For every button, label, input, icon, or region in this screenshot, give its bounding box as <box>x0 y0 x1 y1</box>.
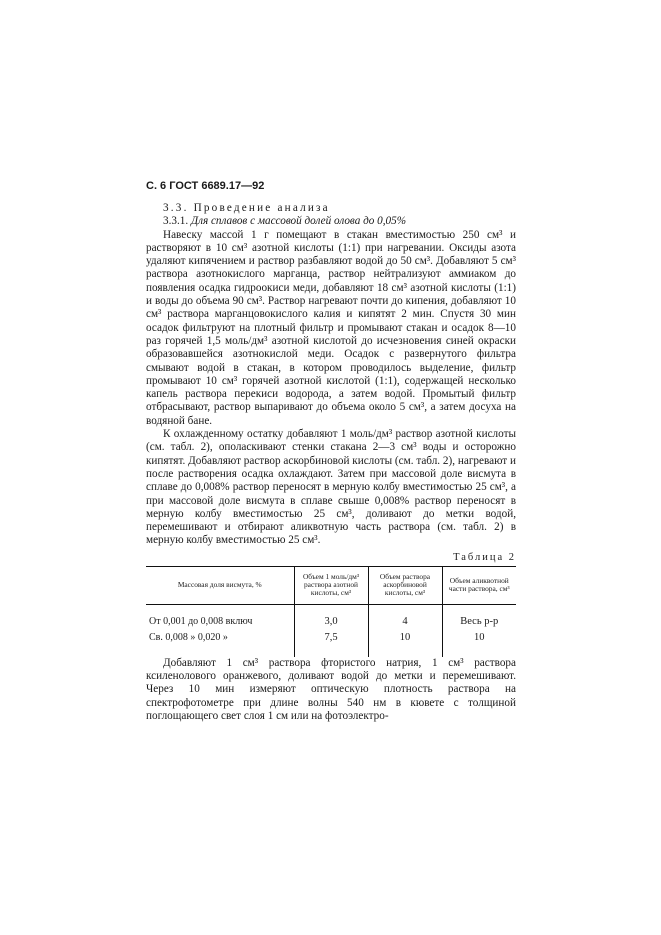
section-title: 3.3. Проведение анализа <box>163 202 330 214</box>
table-header-cell: Массовая доля висмута, % <box>146 567 294 605</box>
page-header: С. 6 ГОСТ 6689.17—92 <box>146 180 265 192</box>
paragraph-2: К охлажденному остатку добавляют 1 моль/дм³ раствор азотной кислоты (см. табл. 2), ополаскивают стенки стакана 2—3 см³ воды и осторожно кипятят. Добавляют раствор аскорбиновой кислоты (см. табл. 2), нагревают и после растворения осадка охлаждают. Затем при массовой доле висмута в сплаве до 0,008% раствор переносят в мерную колбу вместимостью 25 см³, а при массовой доле висмута в сплаве свыше 0,008% раствор переносят в мерную колбу вместимостью 25 см³, доливают до метки водой, перемешивают и отбирают аликвотную часть раствора (см. табл. 2) в мерную колбу вместимостью 25 см³. <box>146 428 516 547</box>
data-table <box>146 566 516 657</box>
table-cell: Весь р-р <box>442 604 516 630</box>
paragraph-1: Навеску массой 1 г помещают в стакан вместимостью 250 см³ и растворяют в 10 см³ азотной кислоты (1:1) при нагревании. Оксиды азота удаляют кипячением и раствор разбавляют водой до 50 см³. Добавляют 5 см³ раствора азотнокислого марганца, раствор нейтрализуют аммиаком до появления осадка гидроокиси меди, добавляют 18 см³ азотной кислоты (1:1) и воды до объема 90 см³. Раствор нагревают почти до кипения, добавляют 10 см³ раствора марганцовокислого калия и кипятят 2 мин. Спустя 30 мин осадок фильтруют на плотный фильтр и промывают стакан и осадок 8—10 раз горячей 1,5 моль/дм³ азотной кислотой до исчезновения синей окраски образовавшейся азотнокислой меди. Осадок с развернутого фильтра смывают водой в стакан, в котором проводилось выделение, фильтр промывают 10 см³ горячей азотной кислотой (1:1), содержащей несколько капель раствора перекиси водорода, а затем водой. Промытый фильтр отбрасывают, раствор выпаривают до объема около 5 см³, а затем досуха на водяной бане. <box>146 228 516 427</box>
table-cell: 10 <box>442 630 516 657</box>
paragraph-3: Добавляют 1 см³ раствора фтористого натрия, 1 см³ раствора ксиленолового оранжевого, доливают водой до метки и перемешивают. Через 10 мин измеряют оптическую плотность раствора на спектрофотометре при длине волны 540 нм в кювете с толщиной поглощающего свет слоя 1 см или на фотоэлектро- <box>146 656 516 722</box>
document-body <box>146 202 516 723</box>
table-header-cell: Объем 1 моль/дм³ раствора азотной кислоты, см³ <box>294 567 368 605</box>
table-cell: 4 <box>368 604 442 630</box>
table-header-row <box>146 567 516 605</box>
table-header-cell: Объем аликвотной части раствора, см³ <box>442 567 516 605</box>
table-row <box>146 630 516 657</box>
subsection-title <box>146 215 516 228</box>
table-caption: Таблица 2 <box>453 551 516 563</box>
table-row <box>146 604 516 630</box>
table-header-cell: Объем раствора аскорбиновой кислоты, см³ <box>368 567 442 605</box>
subsection-title-text: Для сплавов с массовой долей олова до 0,05% <box>190 215 407 228</box>
table-cell: От 0,001 до 0,008 включ <box>149 615 253 627</box>
subsection-number: 3.3.1. <box>163 215 191 228</box>
table-cell: 10 <box>368 630 442 657</box>
table-cell: 7,5 <box>294 630 368 657</box>
table-cell: Св. 0,008 » 0,020 » <box>149 631 228 643</box>
table-cell: 3,0 <box>294 604 368 630</box>
